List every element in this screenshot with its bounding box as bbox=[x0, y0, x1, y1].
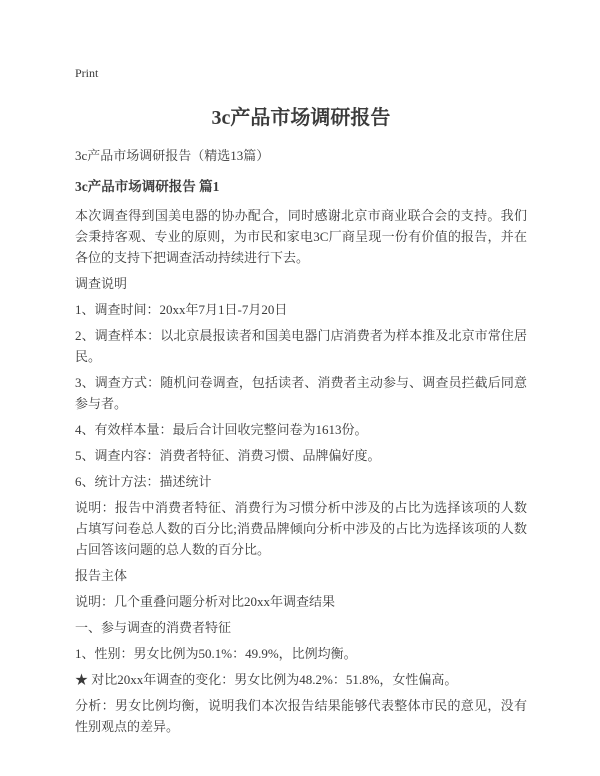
paragraph-intro: 本次调查得到国美电器的协办配合，同时感谢北京市商业联合会的支持。我们会秉持客观、专业的原则，为市民和家电3C厂商呈现一份有价值的报告，并在各位的支持下把调查活动持续进行下去。 bbox=[75, 208, 527, 265]
paragraph-survey-time: 1、调查时间：20xx年7月1日-7月20日 bbox=[75, 302, 288, 317]
paragraph-gender-comparison: ★ 对比20xx年调查的变化：男女比例为48.2%：51.8%，女性偏高。 bbox=[75, 672, 458, 687]
paragraph-consumer-features-heading: 一、参与调查的消费者特征 bbox=[75, 620, 232, 635]
paragraph-survey-notes-title: 调查说明 bbox=[75, 276, 128, 291]
paragraph-report-body-title: 报告主体 bbox=[75, 568, 128, 583]
paragraph-method-note: 说明：报告中消费者特征、消费行为习惯分析中涉及的占比为选择该项的人数占填写问卷总人数的百分比;消费品牌倾向分析中涉及的占比为选择该项的人数占回答该问题的总人数的百分比。 bbox=[75, 500, 527, 557]
paragraph-gender-ratio: 1、性别：男女比例为50.1%：49.9%，比例均衡。 bbox=[75, 646, 357, 661]
document-subtitle: 3c产品市场调研报告（精选13篇） bbox=[75, 148, 270, 163]
paragraph-survey-content: 5、调查内容：消费者特征、消费习惯、品牌偏好度。 bbox=[75, 448, 381, 463]
paragraph-survey-sample: 2、调查样本：以北京晨报读者和国美电器门店消费者为样本推及北京市常住居民。 bbox=[75, 328, 527, 364]
document-body bbox=[75, 205, 527, 737]
document-title: 3c产品市场调研报告 bbox=[211, 107, 391, 129]
paragraph-statistics-method: 6、统计方法：描述统计 bbox=[75, 474, 212, 489]
print-link[interactable]: Print bbox=[75, 66, 99, 80]
paragraph-comparison-note: 说明：几个重叠问题分析对比20xx年调查结果 bbox=[75, 594, 336, 609]
paragraph-gender-analysis: 分析：男女比例均衡，说明我们本次报告结果能够代表整体市民的意见，没有性别观点的差异。 bbox=[75, 698, 527, 734]
paragraph-sample-size: 4、有效样本量：最后合计回收完整问卷为1613份。 bbox=[75, 422, 368, 437]
section-heading: 3c产品市场调研报告 篇1 bbox=[75, 179, 220, 194]
paragraph-survey-method: 3、调查方式：随机问卷调查，包括读者、消费者主动参与、调查员拦截后同意参与者。 bbox=[75, 375, 527, 411]
